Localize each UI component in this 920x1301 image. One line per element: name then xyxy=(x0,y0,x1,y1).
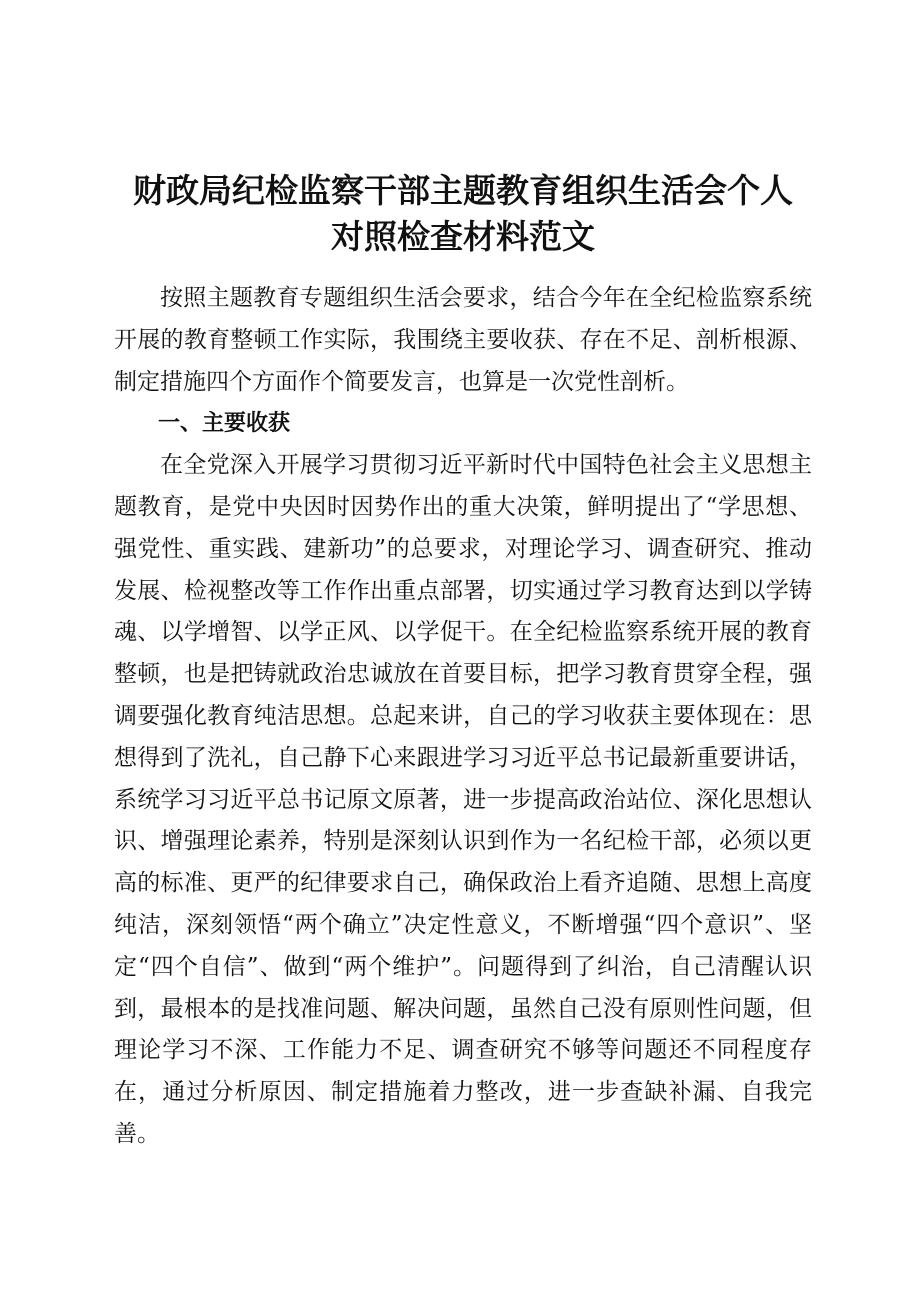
title-line-2: 对照检查材料范文 xyxy=(331,217,595,256)
document-body xyxy=(114,278,812,1156)
document-title xyxy=(114,168,812,260)
title-line-1: 财政局纪检监察干部主题教育组织生活会个人 xyxy=(133,171,793,210)
section-paragraph-main-gains: 在全党深入开展学习贯彻习近平新时代中国特色社会主义思想主题教育，是党中央因时因势作出的重大决策，鲜明提出了“学思想、强党性、重实践、建新功”的总要求，对理论学习、调查研究、推动发展、检视整改等工作作出重点部署，切实通过学习教育达到以学铸魂、以学增智、以学正风、以学促干。在全纪检监察系统开展的教育整顿，也是把铸就政治忠诚放在首要目标，把学习教育贯穿全程，强调要强化教育纯洁思想。总起来讲，自己的学习收获主要体现在：思想得到了洗礼，自己静下心来跟进学习习近平总书记最新重要讲话，系统学习习近平总书记原文原著，进一步提高政治站位、深化思想认识、增强理论素养，特别是深刻认识到作为一名纪检干部，必须以更高的标准、更严的纪律要求自己，确保政治上看齐追随、思想上高度纯洁，深刻领悟“两个确立”决定性意义，不断增强“四个意识”、坚定“四个自信”、做到“两个维护”。问题得到了纠治，自己清醒认识到，最根本的是找准问题、解决问题，虽然自己没有原则性问题，但理论学习不深、工作能力不足、调查研究不够等问题还不同程度存在，通过分析原因、制定措施着力整改，进一步查缺补漏、自我完善。 xyxy=(114,452,812,1147)
section-heading-main-gains: 一、主要收获 xyxy=(158,411,291,437)
intro-paragraph: 按照主题教育专题组织生活会要求，结合今年在全纪检监察系统开展的教育整顿工作实际，我围绕主要收获、存在不足、剖析根源、制定措施四个方面作个简要发言，也算是一次党性剖析。 xyxy=(114,285,812,395)
